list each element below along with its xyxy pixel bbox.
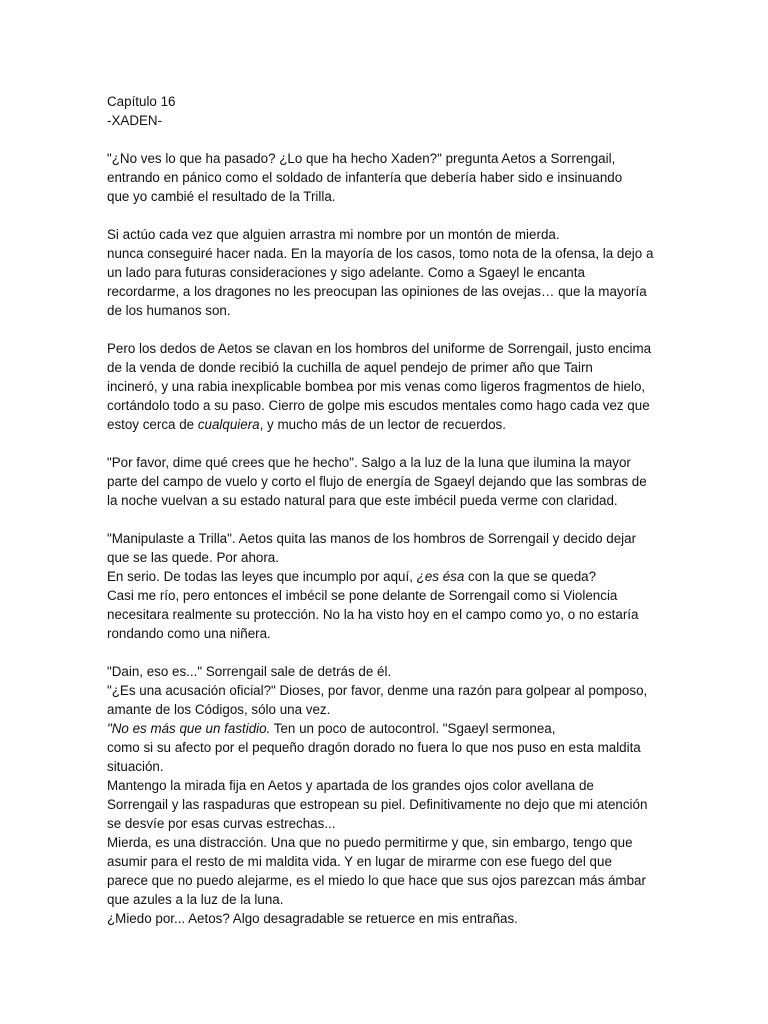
- text-line: un lado para futuras consideraciones y sigo adelante. Como a Sgaeyl le encanta: [107, 265, 585, 280]
- text-line: situación.: [107, 759, 164, 774]
- italic-span: ¿es ésa: [416, 569, 465, 584]
- pov-heading: -XADEN-: [107, 113, 163, 128]
- text-line: de la venda de donde recibió la cuchilla de aquel pendejo de primer año que Tairn: [107, 360, 593, 375]
- text-line: Pero los dedos de Aetos se clavan en los hombros del uniforme de Sorrengail, justo encima: [107, 341, 652, 356]
- text-line-mixed: [107, 567, 667, 586]
- text-line: cortándolo todo a su paso. Cierro de golpe mis escudos mentales como hago cada vez que: [107, 398, 650, 413]
- text-line: recordarme, a los dragones no les preocupan las opiniones de las ovejas… que la mayoría: [107, 284, 647, 299]
- paragraph-gap: [107, 434, 667, 453]
- text-line: Mantengo la mirada fija en Aetos y apartada de los grandes ojos color avellana de: [107, 778, 594, 793]
- paragraph-1: [107, 149, 667, 206]
- paragraph-gap: [107, 643, 667, 662]
- text-line: "¿No ves lo que ha pasado? ¿Lo que ha hecho Xaden?" pregunta Aetos a Sorrengail,: [107, 151, 616, 166]
- text-line-mixed: [107, 415, 667, 434]
- text-span: En serio. De todas las leyes que incumplo por aquí,: [107, 569, 417, 584]
- text-line: "¿Es una acusación oficial?" Dioses, por favor, denme una razón para golpear al pomposo,: [107, 683, 648, 698]
- text-line: "Por favor, dime qué crees que he hecho". Salgo a la luz de la luna que ilumina la mayor: [107, 455, 631, 470]
- paragraph-2: [107, 225, 667, 320]
- text-line: parte del campo de vuelo y corto el flujo de energía de Sgaeyl dejando que las sombras de: [107, 474, 647, 489]
- paragraph-4: [107, 453, 667, 510]
- text-line: nunca conseguiré hacer nada. En la mayoría de los casos, tomo nota de la ofensa, la dejo a: [107, 246, 654, 261]
- text-line: la noche vuelvan a su estado natural para que este imbécil pueda verme con claridad.: [107, 493, 618, 508]
- text-line: entrando en pánico como el soldado de infantería que debería haber sido e insinuando: [107, 170, 623, 185]
- text-span: con la que se queda?: [464, 569, 597, 584]
- text-line: Casi me río, pero entonces el imbécil se pone delante de Sorrengail como si Violencia: [107, 588, 618, 603]
- text-line: asumir para el resto de mi maldita vida. Y en lugar de mirarme con ese fuego del que: [107, 854, 612, 869]
- text-line: ¿Miedo por... Aetos? Algo desagradable se retuerce en mis entrañas.: [107, 911, 518, 926]
- text-line: que azules a la luz de la luna.: [107, 892, 284, 907]
- text-line: parece que no puedo alejarme, es el miedo lo que hace que sus ojos parezcan más ámbar: [107, 873, 646, 888]
- text-line: Sorrengail y las raspaduras que estropean su piel. Definitivamente no dejo que mi atención: [107, 797, 648, 812]
- text-line: Si actúo cada vez que alguien arrastra mi nombre por un montón de mierda.: [107, 227, 560, 242]
- paragraph-gap: [107, 510, 667, 529]
- text-line: Mierda, es una distracción. Una que no puedo permitirme y que, sin embargo, tengo que: [107, 835, 633, 850]
- text-line: necesitara realmente su protección. No la ha visto hoy en el campo como yo, o no estaría: [107, 607, 639, 622]
- text-line: que se las quede. Por ahora.: [107, 550, 279, 565]
- text-line: se desvíe por esas curvas estrechas...: [107, 816, 336, 831]
- text-line: "Manipulaste a Trilla". Aetos quita las manos de los hombros de Sorrengail y decido dejar: [107, 531, 637, 546]
- italic-span: "No es más que un fastidio.: [107, 721, 271, 736]
- text-line: "Dain, eso es..." Sorrengail sale de detrás de él.: [107, 664, 392, 679]
- paragraph-6: [107, 662, 667, 928]
- text-line-mixed: [107, 719, 667, 738]
- text-span: , y mucho más de un lector de recuerdos.: [259, 417, 506, 432]
- text-span: estoy cerca de: [107, 417, 198, 432]
- text-line: amante de los Códigos, sólo una vez.: [107, 702, 331, 717]
- document-page: [107, 92, 667, 928]
- text-span: Ten un poco de autocontrol. "Sgaeyl sermonea,: [270, 721, 556, 736]
- paragraph-gap: [107, 206, 667, 225]
- text-line: que yo cambié el resultado de la Trilla.: [107, 189, 336, 204]
- text-line: rondando como una niñera.: [107, 626, 271, 641]
- paragraph-gap: [107, 130, 667, 149]
- paragraph-5: [107, 529, 667, 643]
- paragraph-gap: [107, 320, 667, 339]
- paragraph-3: [107, 339, 667, 434]
- text-line: incineró, y una rabia inexplicable bombea por mis venas como ligeros fragmentos de hielo,: [107, 379, 646, 394]
- text-line: como si su afecto por el pequeño dragón dorado no fuera lo que nos puso en esta maldita: [107, 740, 641, 755]
- text-line: de los humanos son.: [107, 303, 231, 318]
- italic-span: cualquiera: [197, 417, 260, 432]
- chapter-title: Capítulo 16: [107, 94, 176, 109]
